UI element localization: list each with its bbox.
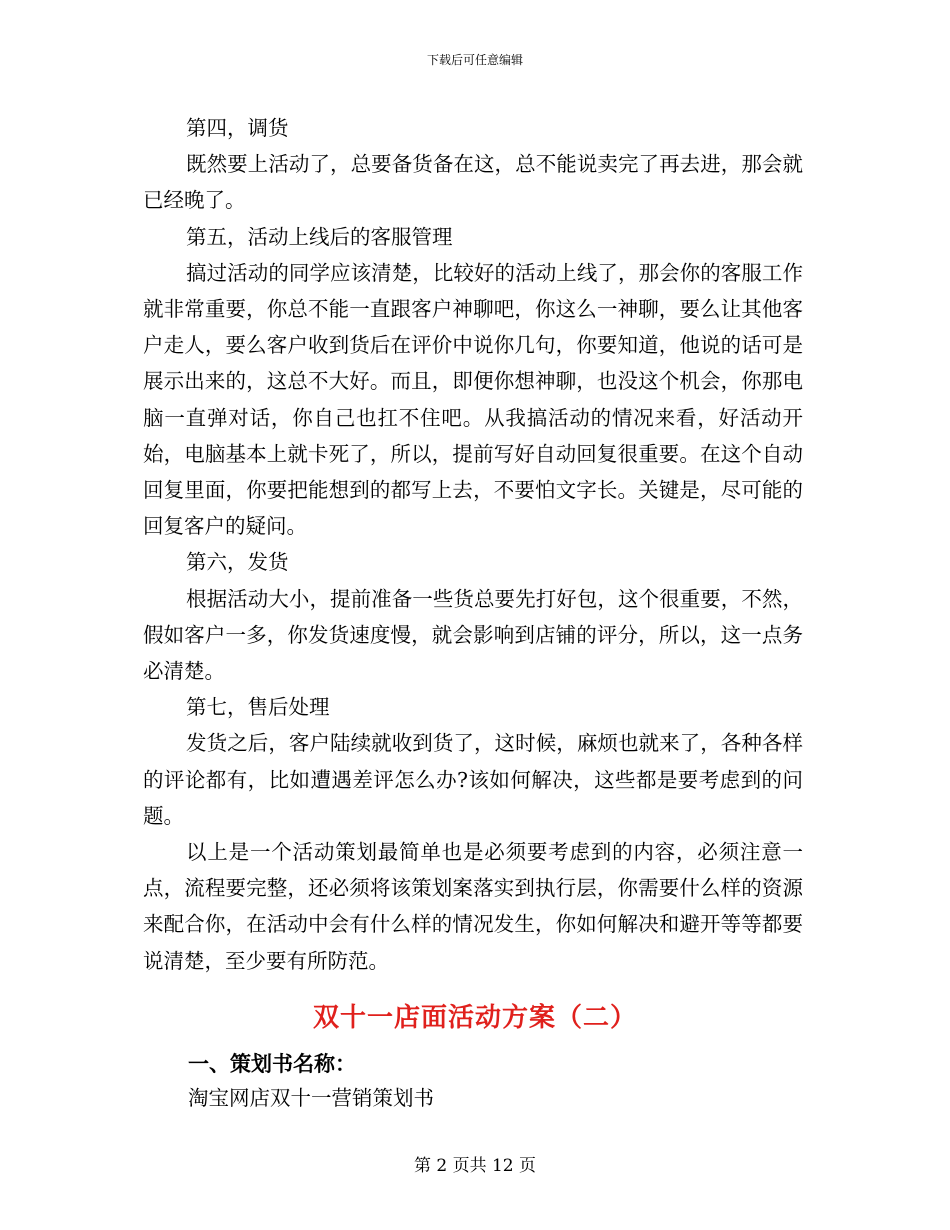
paragraph-step-four: 既然要上活动了，总要备货备在这，总不能说卖完了再去进，那会就已经晚了。	[143, 152, 803, 213]
heading-step-four: 第四，调货	[186, 116, 289, 140]
heading-step-six: 第六，发货	[186, 550, 289, 575]
paragraph-step-seven: 发货之后，客户陆续就收到货了，这时候，麻烦也就来了，各种各样的评论都有，比如遭遇差评怎么办?该如何解决，这些都是要考虑到的问题。	[143, 731, 803, 828]
heading-step-five: 第五，活动上线后的客服管理	[186, 224, 453, 249]
paragraph-summary: 以上是一个活动策划最简单也是必须要考虑到的内容，必须注意一点，流程要完整，还必须将该策划案落实到执行层，你需要什么样的资源来配合你，在活动中会有什么样的情况发生，你如何解决和避开等等都要说清楚，至少要有所防范。	[143, 840, 803, 973]
paragraph-step-six: 根据活动大小，提前准备一些货总要先打好包，这个很重要，不然，假如客户一多，你发货速度慢，就会影响到店铺的评分，所以，这一点务必清楚。	[143, 586, 803, 684]
section-content: 淘宝网店双十一营销策划书	[188, 1086, 434, 1110]
document-body	[143, 110, 803, 979]
paragraph-step-five: 搞过活动的同学应该清楚，比较好的活动上线了，那会你的客服工作就非常重要，你总不能一直跟客户神聊吧，你这么一神聊，要么让其他客户走人，要么客户收到货后在评价中说你几句，你要知道，他说的话可是展示出来的，这总不大好。而且，即便你想神聊，也没这个机会，你那电脑一直弹对话，你自己也扛不住吧。从我搞活动的情况来看，好活动开始，电脑基本上就卡死了，所以，提前写好自动回复很重要。在这个自动回复里面，你要把能想到的都写上去，不要怕文字长。关键是，尽可能的回复客户的疑问。	[143, 260, 803, 539]
section-subheading: 一、策划书名称：	[188, 1051, 356, 1076]
heading-step-seven: 第七，售后处理	[186, 695, 330, 720]
page-number: 第 2 页共 12 页	[413, 1156, 537, 1176]
section-title: 双十一店面活动方案（二）	[312, 1003, 637, 1033]
page-header: 下载后可任意编辑	[426, 53, 523, 67]
